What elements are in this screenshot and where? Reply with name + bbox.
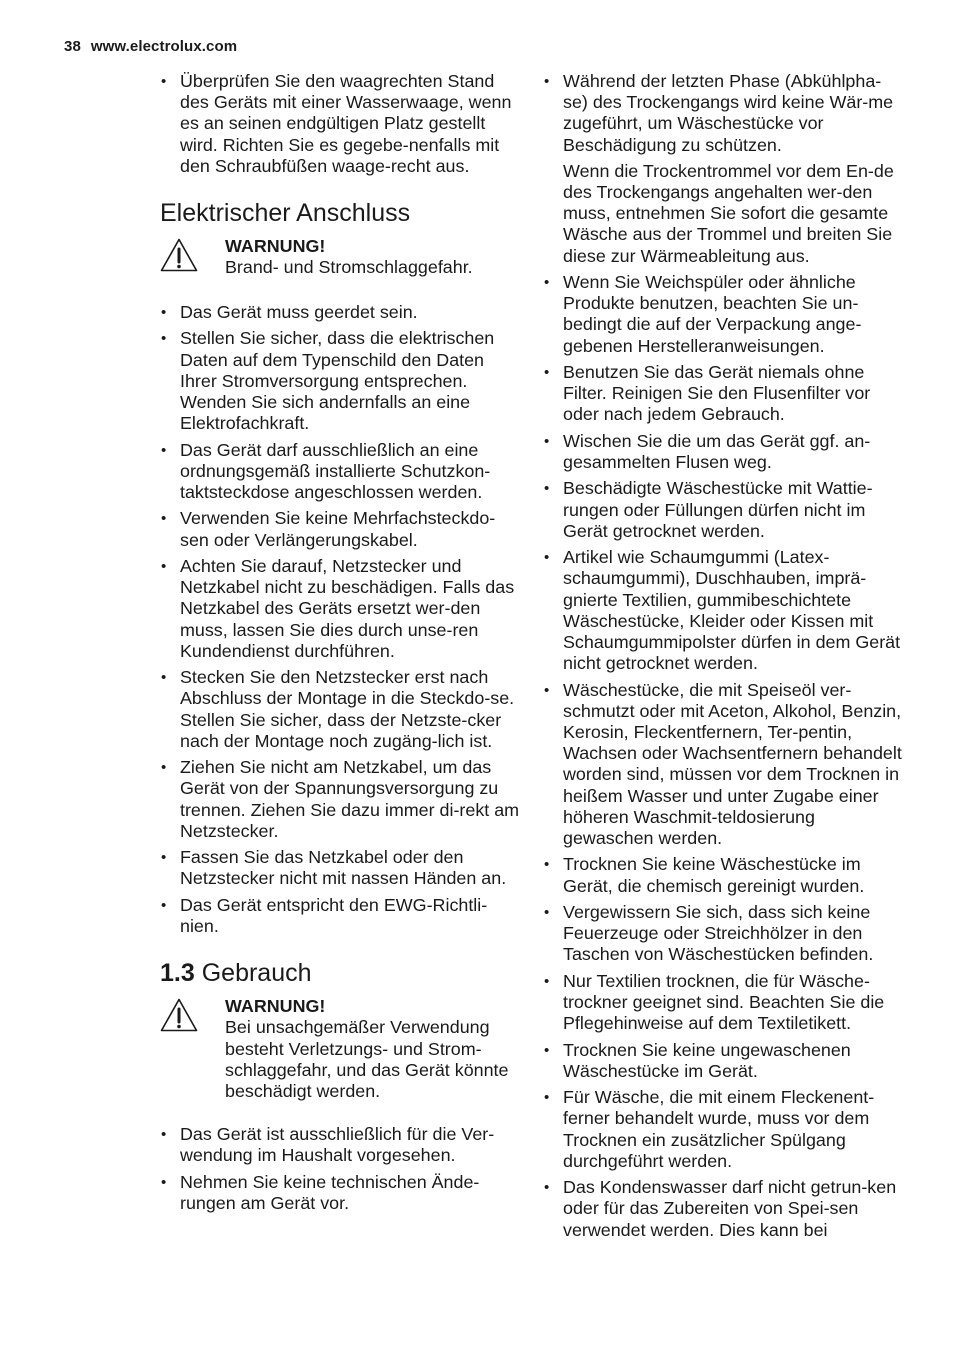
list-item-text: • Während der letzten Phase (Abkühlpha-se) des Trockengangs wird keine Wär-me zugeführt, um Wäschestücke vor Beschädigung zu schützen. <box>563 71 894 155</box>
list-item: • Wäschestücke, die mit Speiseöl ver-schmutzt oder mit Aceton, Alkohol, Benzin, Kerosin, Fleckentfernern, Ter-pentin, Wachsen oder Wachsentfernern behandelt worden sind, müssen vor dem Trocknen in heißem Wasser und unter Zugabe einer höheren Waschmit-teldosierung gewaschen werden. <box>543 680 903 850</box>
list-item: • Achten Sie darauf, Netzstecker und Netzkabel nicht zu beschädigen. Falls das Netzkabel des Geräts ersetzt wer-den muss, lassen Sie dies durch unse-ren Kundendienst durchführen. <box>160 556 520 662</box>
warning-box-use <box>160 996 520 1102</box>
list-item: • Vergewissern Sie sich, dass sich keine Feuerzeuge oder Streichhölzer in den Taschen von Wäschestücken befinden. <box>543 902 903 966</box>
warning-triangle-icon <box>160 238 198 272</box>
section-number: 1.3 <box>160 959 195 988</box>
website-link[interactable]: www.electrolux.com <box>90 38 238 55</box>
list-item: • Beschädigte Wäschestücke mit Wattie-rungen oder Füllungen dürfen nicht im Gerät getrocknet werden. <box>543 478 903 542</box>
warning-triangle-icon <box>160 998 198 1032</box>
list-item-continuation: Wenn die Trockentrommel vor dem En-de des Trockengangs angehalten wer-den muss, entnehmen Sie sofort die gesamte Wäsche aus der Trommel und breiten Sie diese zur Wärmeableitung aus. <box>563 160 894 266</box>
right-column <box>543 71 903 1246</box>
list-item: • Überprüfen Sie den waagrechten Stand des Geräts mit einer Wasserwaage, wenn es an seinen endgültigen Platz gestellt wird. Richten Sie es gegebe-nenfalls mit den Schraubfüßen waage-recht aus. <box>160 71 520 177</box>
warning-title: WARNUNG! <box>225 236 326 257</box>
warning-box-electric <box>160 236 520 291</box>
list-item: • Wenn Sie Weichspüler oder ähnliche Produkte benutzen, beachten Sie un-bedingt die auf der Verpackung ange-gebenen Herstelleranweisungen. <box>543 272 903 357</box>
list-item <box>543 71 903 267</box>
electric-list <box>160 302 520 937</box>
list-item: • Das Gerät ist ausschließlich für die Ver-wendung im Haushalt vorgesehen. <box>160 1124 520 1166</box>
list-item: • Nehmen Sie keine technischen Ände-rungen am Gerät vor. <box>160 1172 520 1214</box>
list-item: • Das Gerät entspricht den EWG-Richtli-nien. <box>160 895 520 937</box>
list-item: • Benutzen Sie das Gerät niemals ohne Filter. Reinigen Sie den Flusenfilter vor oder nach jedem Gebrauch. <box>543 362 903 426</box>
right-list <box>543 71 903 1241</box>
left-column <box>160 71 520 1219</box>
list-item: • Stecken Sie den Netzstecker erst nach Abschluss der Montage in die Steckdo-se. Stellen Sie sicher, dass der Netzste-cker nach der Montage noch zugäng-lich ist. <box>160 667 520 752</box>
list-item: • Das Gerät darf ausschließlich an eine ordnungsgemäß installierte Schutzkon-taktsteckdose angeschlossen werden. <box>160 440 520 504</box>
warning-title: WARNUNG! <box>225 996 326 1017</box>
list-item: • Trocknen Sie keine ungewaschenen Wäschestücke im Gerät. <box>543 1040 903 1082</box>
use-list <box>160 1124 520 1214</box>
list-item: • Das Gerät muss geerdet sein. <box>160 302 520 323</box>
list-item: • Trocknen Sie keine Wäschestücke im Gerät, die chemisch gereinigt wurden. <box>543 854 903 896</box>
warning-text: Brand- und Stromschlaggefahr. <box>225 257 473 278</box>
page-header <box>64 38 237 55</box>
section-title-text: Gebrauch <box>201 959 312 988</box>
list-item: • Fassen Sie das Netzkabel oder den Netzstecker nicht mit nassen Händen an. <box>160 847 520 889</box>
intro-list <box>160 71 520 177</box>
list-item: • Wischen Sie die um das Gerät ggf. an-gesammelten Flusen weg. <box>543 431 903 473</box>
section-title-use <box>160 958 520 988</box>
list-item: • Verwenden Sie keine Mehrfachsteckdo-sen oder Verlängerungskabel. <box>160 508 520 550</box>
warning-text: Bei unsachgemäßer Verwendung besteht Verletzungs- und Strom-schlaggefahr, und das Gerät könnte beschädigt werden. <box>225 1017 509 1102</box>
list-item: • Nur Textilien trocknen, die für Wäsche-trockner geeignet sind. Beachten Sie die Pflegehinweise auf dem Textiletikett. <box>543 971 903 1035</box>
section-title-electric: Elektrischer Anschluss <box>160 199 411 228</box>
list-item: • Für Wäsche, die mit einem Fleckenent-ferner behandelt wurde, muss vor dem Trocknen ein zusätzlicher Spülgang durchgeführt werden. <box>543 1087 903 1172</box>
list-item: • Ziehen Sie nicht am Netzkabel, um das Gerät von der Spannungsversorgung zu trennen. Ziehen Sie dazu immer di-rekt am Netzstecker. <box>160 757 520 842</box>
page-number: 38 <box>64 38 81 55</box>
list-item: • Stellen Sie sicher, dass die elektrischen Daten auf dem Typenschild den Daten Ihrer Stromversorgung entsprechen. Wenden Sie sich andernfalls an eine Elektrofachkraft. <box>160 328 520 434</box>
list-item: • Das Kondenswasser darf nicht getrun-ken oder für das Zubereiten von Spei-sen verwendet werden. Dies kann bei <box>543 1177 903 1241</box>
list-item: • Artikel wie Schaumgummi (Latex-schaumgummi), Duschhauben, imprä-gnierte Textilien, gummibeschichtete Wäschestücke, Kleider oder Kissen mit Schaumgummipolster dürfen in dem Gerät nicht getrocknet werden. <box>543 547 903 674</box>
